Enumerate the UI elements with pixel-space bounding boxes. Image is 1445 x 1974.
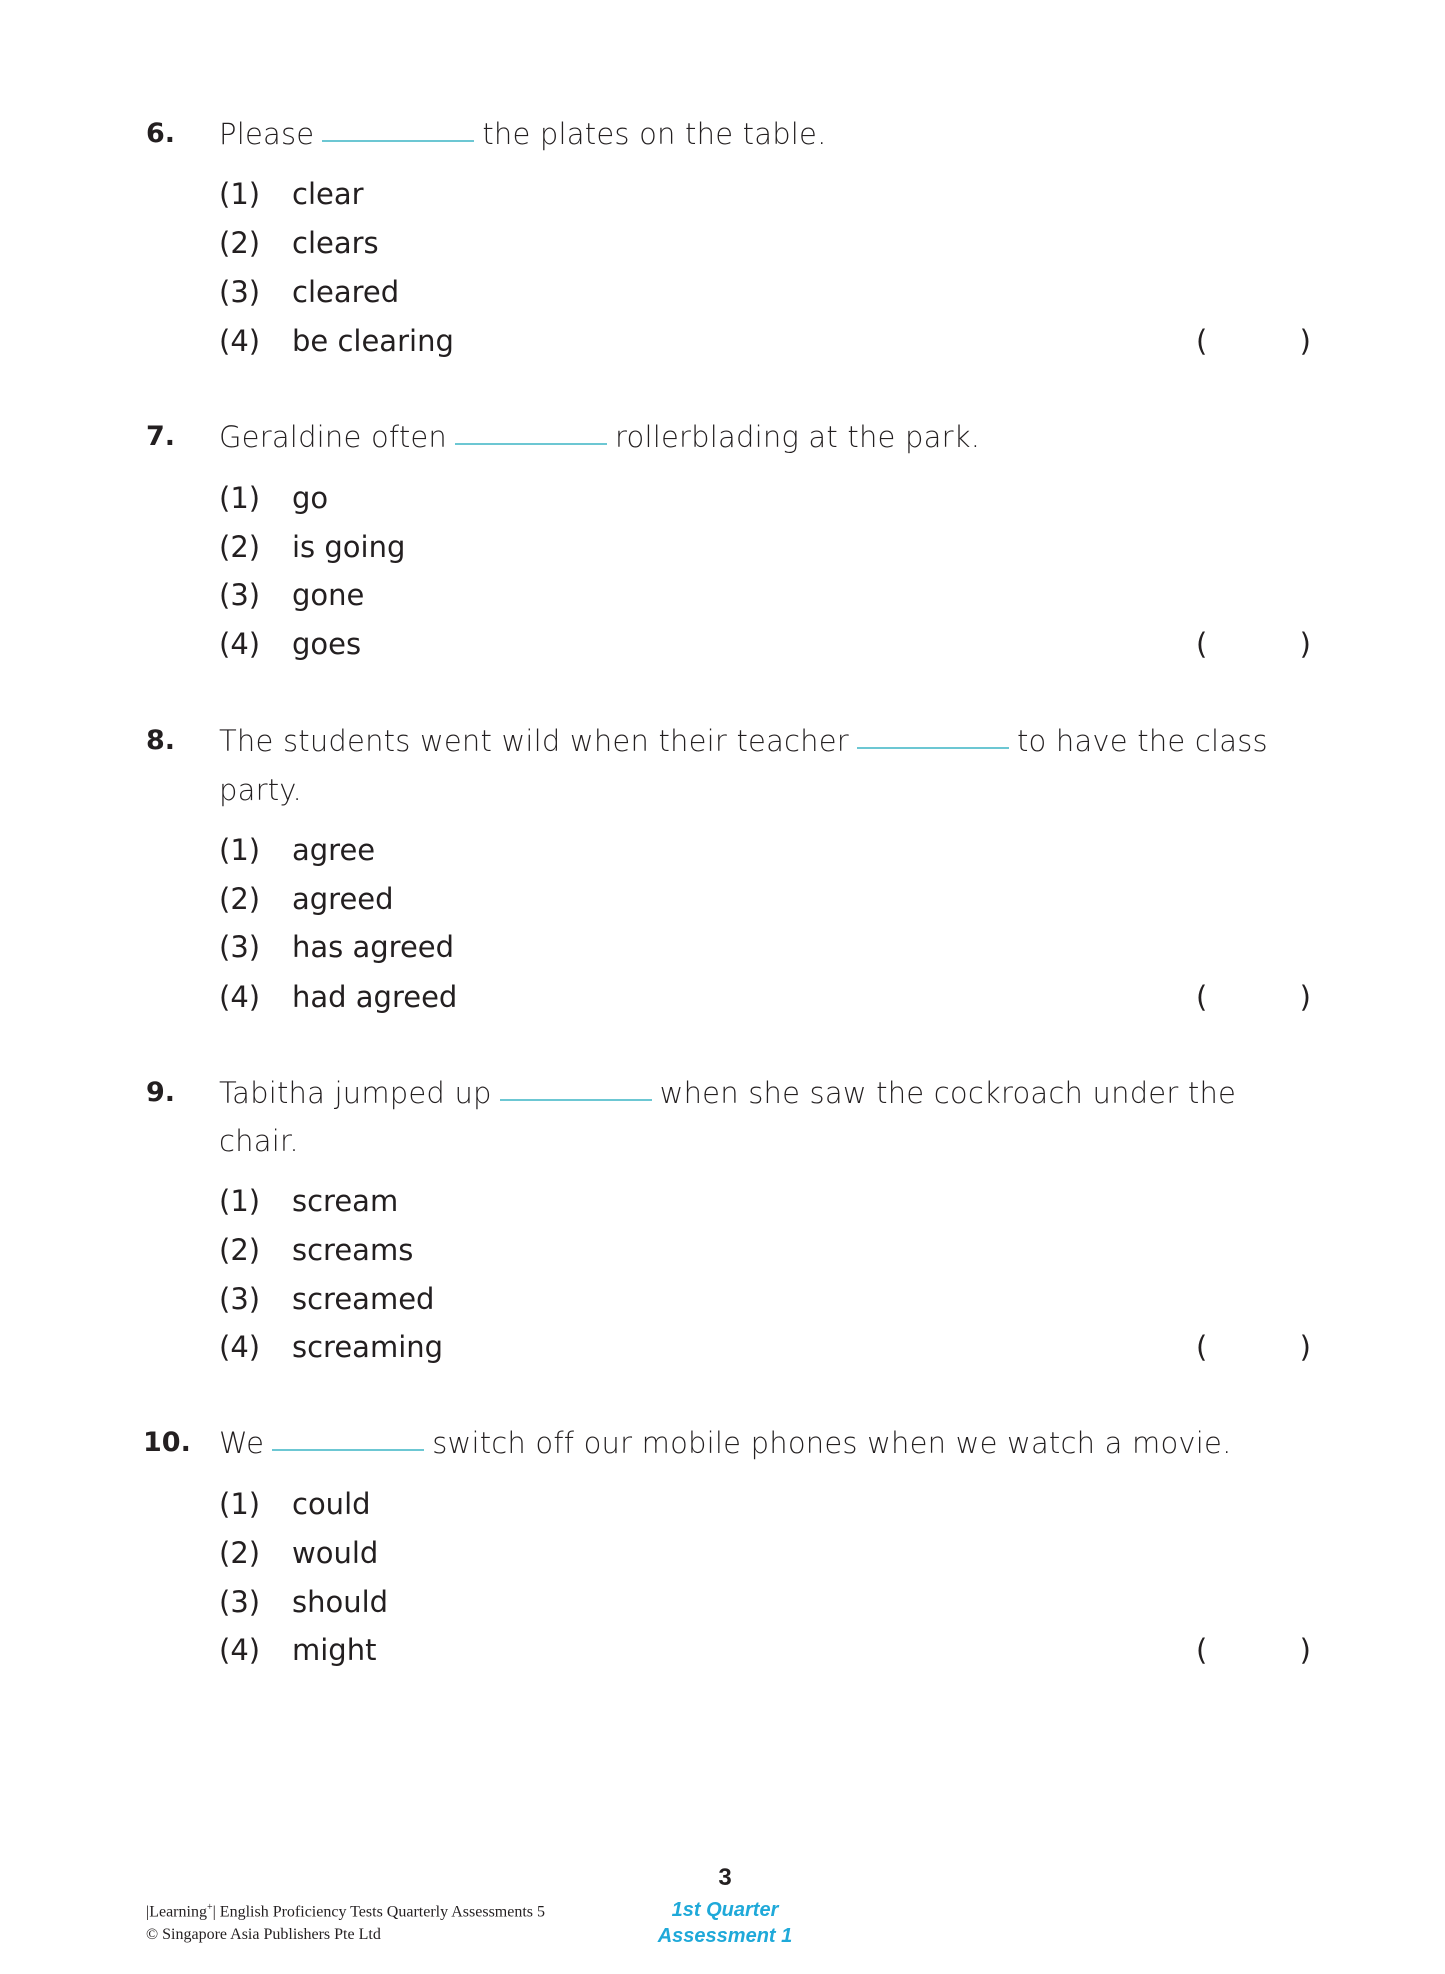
option-text: agree: [292, 833, 376, 867]
option-number: (3): [219, 930, 261, 964]
answer-open-paren: (: [1196, 1330, 1208, 1364]
option-text: has agreed: [292, 930, 455, 964]
option-number: (1): [219, 177, 261, 211]
option-text: be clearing: [292, 324, 454, 358]
option-number: (4): [219, 627, 261, 661]
answer-close-paren: ): [1299, 324, 1311, 358]
option-text: screaming: [292, 1330, 444, 1364]
question-text: [219, 1076, 1236, 1110]
option-number: (1): [219, 833, 261, 867]
option-number: (4): [219, 324, 261, 358]
question-text-before: Tabitha jumped up: [219, 1076, 492, 1110]
footer-book-title: [146, 1896, 545, 1923]
option-number: (3): [219, 275, 261, 309]
section-label-line2: Assessment 1: [657, 1925, 793, 1947]
option-3[interactable]: [219, 275, 399, 309]
option-number: (4): [219, 1330, 261, 1364]
question-number: 8.: [146, 725, 176, 756]
answer-close-paren: ): [1299, 627, 1311, 661]
option-text: clear: [292, 177, 364, 211]
option-4[interactable]: [219, 627, 361, 661]
section-label: [640, 1897, 810, 1949]
question-text-after: switch off our mobile phones when we watch a movie.: [432, 1426, 1232, 1460]
book-title-prefix: |Learning: [146, 1903, 207, 1921]
answer-blank[interactable]: [272, 1449, 424, 1451]
page-number: 3: [718, 1864, 732, 1891]
option-text: screams: [292, 1233, 414, 1267]
option-number: (4): [219, 980, 261, 1014]
section-label-line1: 1st Quarter: [671, 1899, 779, 1921]
footer-publisher-info: [146, 1896, 545, 1946]
answer-open-paren: (: [1196, 1633, 1208, 1667]
option-number: (3): [219, 1585, 261, 1619]
option-3[interactable]: [219, 1585, 388, 1619]
option-3[interactable]: [219, 1282, 434, 1316]
question-number: 9.: [146, 1077, 176, 1108]
option-text: should: [292, 1585, 389, 1619]
option-number: (1): [219, 1184, 261, 1218]
option-number: (1): [219, 481, 261, 515]
option-text: might: [292, 1633, 377, 1667]
question-text-before: The students went wild when their teacher: [219, 724, 849, 758]
option-2[interactable]: [219, 1233, 413, 1267]
question-text-after: the plates on the table.: [482, 117, 827, 151]
option-4[interactable]: [219, 324, 454, 358]
option-number: (2): [219, 226, 261, 260]
answer-open-paren: (: [1196, 324, 1208, 358]
option-text: had agreed: [292, 980, 458, 1014]
option-1[interactable]: [219, 481, 328, 515]
answer-open-paren: (: [1196, 980, 1208, 1014]
question-text: [219, 420, 980, 454]
question-text-after: rollerblading at the park.: [615, 420, 981, 454]
answer-blank[interactable]: [857, 747, 1009, 749]
answer-blank[interactable]: [500, 1099, 652, 1101]
option-4[interactable]: [219, 1330, 443, 1364]
option-text: gone: [292, 578, 365, 612]
option-3[interactable]: [219, 930, 454, 964]
question-text-before: Please: [219, 117, 315, 151]
book-title-suffix: | English Proficiency Tests Quarterly Assessments 5: [212, 1903, 546, 1921]
question-text: [219, 117, 827, 151]
answer-close-paren: ): [1299, 1633, 1311, 1667]
option-1[interactable]: [219, 177, 364, 211]
option-text: scream: [292, 1184, 399, 1218]
option-2[interactable]: [219, 1536, 378, 1570]
option-text: is going: [292, 530, 406, 564]
question-text-before: Geraldine often: [219, 420, 448, 454]
option-2[interactable]: [219, 530, 405, 564]
book-title-sup: +: [206, 1902, 213, 1913]
question-text: [219, 1426, 1232, 1460]
answer-blank[interactable]: [322, 140, 474, 142]
question-text-continuation: party.: [219, 773, 302, 807]
question-text: [219, 724, 1268, 758]
option-number: (2): [219, 530, 261, 564]
answer-close-paren: ): [1299, 980, 1311, 1014]
option-1[interactable]: [219, 833, 375, 867]
answer-open-paren: (: [1196, 627, 1208, 661]
question-number: 10.: [143, 1427, 191, 1458]
option-number: (3): [219, 1282, 261, 1316]
option-number: (2): [219, 1233, 261, 1267]
question-text-before: We: [219, 1426, 265, 1460]
option-number: (2): [219, 882, 261, 916]
option-text: go: [292, 481, 329, 515]
option-number: (4): [219, 1633, 261, 1667]
option-number: (1): [219, 1487, 261, 1521]
question-number: 6.: [146, 118, 176, 149]
option-4[interactable]: [219, 1633, 376, 1667]
question-text-after: when she saw the cockroach under the: [659, 1076, 1237, 1110]
option-2[interactable]: [219, 882, 394, 916]
answer-close-paren: ): [1299, 1330, 1311, 1364]
answer-blank[interactable]: [455, 443, 607, 445]
option-text: goes: [292, 627, 362, 661]
option-text: could: [292, 1487, 371, 1521]
option-2[interactable]: [219, 226, 379, 260]
option-text: cleared: [292, 275, 400, 309]
option-text: clears: [292, 226, 379, 260]
question-text-after: to have the class: [1016, 724, 1268, 758]
option-number: (3): [219, 578, 261, 612]
option-3[interactable]: [219, 578, 364, 612]
footer-copyright: © Singapore Asia Publishers Pte Ltd: [146, 1926, 381, 1944]
option-4[interactable]: [219, 980, 457, 1014]
option-1[interactable]: [219, 1487, 371, 1521]
option-text: screamed: [292, 1282, 435, 1316]
option-number: (2): [219, 1536, 261, 1570]
option-1[interactable]: [219, 1184, 398, 1218]
option-text: would: [292, 1536, 379, 1570]
question-number: 7.: [146, 421, 176, 452]
question-text-continuation: chair.: [219, 1124, 299, 1158]
option-text: agreed: [292, 882, 394, 916]
